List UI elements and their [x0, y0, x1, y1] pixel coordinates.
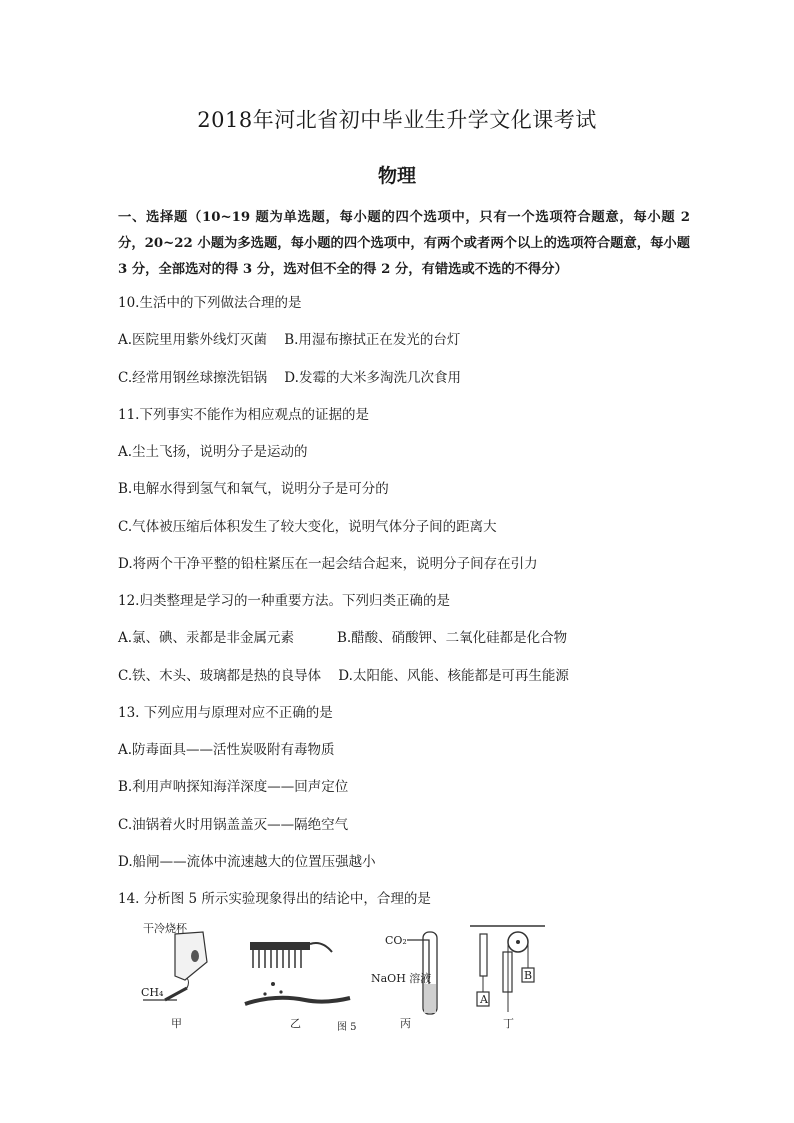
question-12-options-ab: A.氯、碘、汞都是非金属元素 B.醋酸、硝酸钾、二氧化硅都是化合物: [118, 630, 568, 646]
question-12-options-cd: C.铁、木头、玻璃都是热的良导体 D.太阳能、风能、核能都是可再生能源: [118, 668, 569, 684]
figure-caption: 图 5: [337, 1022, 357, 1033]
label-cold-beaker: 干冷烧杯: [143, 922, 187, 935]
question-13-option-a: A.防毒面具——活性炭吸附有毒物质: [118, 742, 335, 758]
experiment-yi-illustration: [245, 942, 350, 1004]
label-bing: 丙: [400, 1017, 411, 1030]
question-13-option-d: D.船闸——流体中流速越大的位置压强越小: [118, 854, 376, 870]
subject-heading: 物理: [377, 165, 416, 187]
question-11: 11.下列事实不能作为相应观点的证据的是: [118, 407, 369, 423]
question-11-option-b: B.电解水得到氢气和氧气，说明分子是可分的: [118, 481, 389, 497]
label-ch4: CH₄: [141, 986, 164, 999]
question-11-option-c: C.气体被压缩后体积发生了较大变化，说明气体分子间的距离大: [118, 519, 497, 535]
label-co2: CO₂: [385, 934, 407, 947]
question-10: 10.生活中的下列做法合理的是: [118, 295, 302, 311]
question-11-option-a: A.尘土飞扬，说明分子是运动的: [118, 444, 308, 460]
label-yi: 乙: [290, 1017, 301, 1030]
question-11-option-d: D.将两个干净平整的铅柱紧压在一起会结合起来，说明分子间存在引力: [118, 556, 538, 572]
section-instructions: 一、选择题（10~19 题为单选题，每小题的四个选项中，只有一个选项符合题意，每小题 2 分，20~22 小题为多选题，每小题的四个选项中，有两个或者两个以上的选项符合题意，每小题 3 分，全部选对的得 3 分，选对但不全的得 2 分，有错选或不选的不得分）: [118, 210, 690, 277]
label-jia: 甲: [171, 1017, 182, 1030]
question-10-options-cd: C.经常用钢丝球擦洗铝锅 D.发霉的大米多淘洗几次食用: [118, 370, 461, 386]
question-13-option-c: C.油锅着火时用锅盖盖灭——隔绝空气: [118, 817, 349, 833]
question-10-options-ab: A.医院里用紫外线灯灭菌 B.用湿布擦拭正在发光的台灯: [118, 332, 461, 348]
weight-a-label: A: [480, 993, 488, 1006]
exam-title: 2018年河北省初中毕业生升学文化课考试: [197, 108, 597, 132]
question-14: 14. 分析图 5 所示实验现象得出的结论中，合理的是: [118, 891, 431, 907]
weight-b-label: B: [524, 969, 533, 982]
label-naoh: NaOH 溶液: [371, 972, 432, 985]
figure-5: [125, 922, 550, 1040]
label-ding: 丁: [503, 1017, 514, 1030]
question-13-option-b: B.利用声呐探知海洋深度——回声定位: [118, 779, 349, 795]
question-13: 13. 下列应用与原理对应不正确的是: [118, 705, 333, 721]
question-12: 12.归类整理是学习的一种重要方法。下列归类正确的是: [118, 593, 450, 609]
